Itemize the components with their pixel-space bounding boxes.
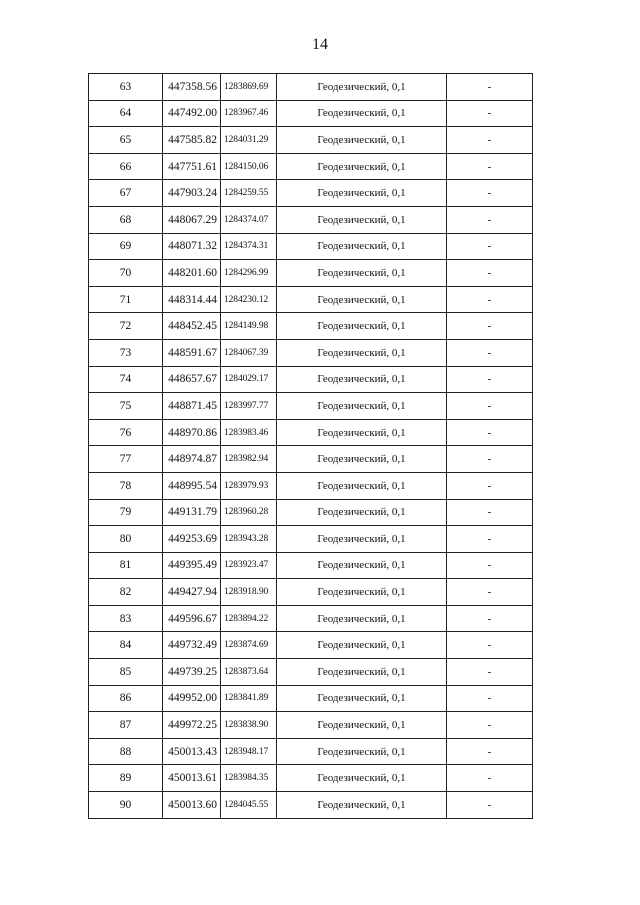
- x-coordinate-cell: 450013.43: [163, 738, 221, 765]
- y-coordinate-cell: 1283923.47: [221, 552, 277, 579]
- x-coordinate-cell: 448974.87: [163, 446, 221, 473]
- x-coordinate-cell: 447903.24: [163, 180, 221, 207]
- y-coordinate-cell: 1283967.46: [221, 100, 277, 127]
- table-row: [89, 366, 533, 393]
- x-coordinate-cell: 448201.60: [163, 260, 221, 287]
- x-coordinate-cell: 448995.54: [163, 472, 221, 499]
- method-accuracy-cell: Геодезический, 0,1: [277, 206, 447, 233]
- table-row: [89, 127, 533, 154]
- method-accuracy-cell: Геодезический, 0,1: [277, 579, 447, 606]
- y-coordinate-cell: 1284296.99: [221, 260, 277, 287]
- x-coordinate-cell: 449427.94: [163, 579, 221, 606]
- x-coordinate-cell: 447358.56: [163, 74, 221, 101]
- y-coordinate-cell: 1283873.64: [221, 659, 277, 686]
- method-accuracy-cell: Геодезический, 0,1: [277, 286, 447, 313]
- y-coordinate-cell: 1284259.55: [221, 180, 277, 207]
- table-row: [89, 685, 533, 712]
- point-number-cell: 83: [89, 605, 163, 632]
- note-cell: -: [447, 552, 533, 579]
- method-accuracy-cell: Геодезический, 0,1: [277, 738, 447, 765]
- y-coordinate-cell: 1284230.12: [221, 286, 277, 313]
- table-row: [89, 446, 533, 473]
- point-number-cell: 77: [89, 446, 163, 473]
- point-number-cell: 70: [89, 260, 163, 287]
- note-cell: -: [447, 366, 533, 393]
- y-coordinate-cell: 1283869.69: [221, 74, 277, 101]
- note-cell: -: [447, 339, 533, 366]
- y-coordinate-cell: 1284150.06: [221, 153, 277, 180]
- x-coordinate-cell: 450013.61: [163, 765, 221, 792]
- table-row: [89, 233, 533, 260]
- table-row: [89, 339, 533, 366]
- method-accuracy-cell: Геодезический, 0,1: [277, 526, 447, 553]
- x-coordinate-cell: 449131.79: [163, 499, 221, 526]
- y-coordinate-cell: 1284374.07: [221, 206, 277, 233]
- table-row: [89, 526, 533, 553]
- table-row: [89, 260, 533, 287]
- table-row: [89, 632, 533, 659]
- point-number-cell: 68: [89, 206, 163, 233]
- method-accuracy-cell: Геодезический, 0,1: [277, 605, 447, 632]
- y-coordinate-cell: 1283982.94: [221, 446, 277, 473]
- coordinates-table: [88, 73, 533, 819]
- note-cell: -: [447, 526, 533, 553]
- method-accuracy-cell: Геодезический, 0,1: [277, 74, 447, 101]
- x-coordinate-cell: 449395.49: [163, 552, 221, 579]
- note-cell: -: [447, 313, 533, 340]
- point-number-cell: 87: [89, 712, 163, 739]
- table-row: [89, 180, 533, 207]
- method-accuracy-cell: Геодезический, 0,1: [277, 393, 447, 420]
- table-row: [89, 74, 533, 101]
- point-number-cell: 79: [89, 499, 163, 526]
- point-number-cell: 84: [89, 632, 163, 659]
- table-row: [89, 712, 533, 739]
- point-number-cell: 86: [89, 685, 163, 712]
- table-row: [89, 393, 533, 420]
- point-number-cell: 69: [89, 233, 163, 260]
- y-coordinate-cell: 1283948.17: [221, 738, 277, 765]
- note-cell: -: [447, 499, 533, 526]
- method-accuracy-cell: Геодезический, 0,1: [277, 552, 447, 579]
- method-accuracy-cell: Геодезический, 0,1: [277, 180, 447, 207]
- table-row: [89, 472, 533, 499]
- x-coordinate-cell: 447492.00: [163, 100, 221, 127]
- note-cell: -: [447, 74, 533, 101]
- point-number-cell: 81: [89, 552, 163, 579]
- note-cell: -: [447, 206, 533, 233]
- note-cell: -: [447, 659, 533, 686]
- point-number-cell: 80: [89, 526, 163, 553]
- method-accuracy-cell: Геодезический, 0,1: [277, 313, 447, 340]
- point-number-cell: 64: [89, 100, 163, 127]
- point-number-cell: 90: [89, 792, 163, 819]
- method-accuracy-cell: Геодезический, 0,1: [277, 100, 447, 127]
- x-coordinate-cell: 448067.29: [163, 206, 221, 233]
- note-cell: -: [447, 472, 533, 499]
- y-coordinate-cell: 1283894.22: [221, 605, 277, 632]
- table-row: [89, 499, 533, 526]
- y-coordinate-cell: 1283874.69: [221, 632, 277, 659]
- y-coordinate-cell: 1284029.17: [221, 366, 277, 393]
- x-coordinate-cell: 449739.25: [163, 659, 221, 686]
- y-coordinate-cell: 1283997.77: [221, 393, 277, 420]
- y-coordinate-cell: 1283838.90: [221, 712, 277, 739]
- note-cell: -: [447, 605, 533, 632]
- point-number-cell: 72: [89, 313, 163, 340]
- point-number-cell: 74: [89, 366, 163, 393]
- point-number-cell: 85: [89, 659, 163, 686]
- method-accuracy-cell: Геодезический, 0,1: [277, 339, 447, 366]
- point-number-cell: 88: [89, 738, 163, 765]
- method-accuracy-cell: Геодезический, 0,1: [277, 260, 447, 287]
- point-number-cell: 66: [89, 153, 163, 180]
- table-row: [89, 100, 533, 127]
- note-cell: -: [447, 419, 533, 446]
- note-cell: -: [447, 792, 533, 819]
- note-cell: -: [447, 685, 533, 712]
- method-accuracy-cell: Геодезический, 0,1: [277, 632, 447, 659]
- x-coordinate-cell: 449596.67: [163, 605, 221, 632]
- x-coordinate-cell: 448871.45: [163, 393, 221, 420]
- point-number-cell: 63: [89, 74, 163, 101]
- x-coordinate-cell: 448591.67: [163, 339, 221, 366]
- method-accuracy-cell: Геодезический, 0,1: [277, 233, 447, 260]
- x-coordinate-cell: 448071.32: [163, 233, 221, 260]
- method-accuracy-cell: Геодезический, 0,1: [277, 685, 447, 712]
- note-cell: -: [447, 393, 533, 420]
- table-row: [89, 605, 533, 632]
- method-accuracy-cell: Геодезический, 0,1: [277, 366, 447, 393]
- table-row: [89, 765, 533, 792]
- table-row: [89, 286, 533, 313]
- y-coordinate-cell: 1283943.28: [221, 526, 277, 553]
- table-row: [89, 659, 533, 686]
- table-row: [89, 579, 533, 606]
- y-coordinate-cell: 1283983.46: [221, 419, 277, 446]
- note-cell: -: [447, 127, 533, 154]
- note-cell: -: [447, 180, 533, 207]
- table-row: [89, 552, 533, 579]
- point-number-cell: 65: [89, 127, 163, 154]
- y-coordinate-cell: 1283984.35: [221, 765, 277, 792]
- x-coordinate-cell: 447585.82: [163, 127, 221, 154]
- y-coordinate-cell: 1283979.93: [221, 472, 277, 499]
- y-coordinate-cell: 1284149.98: [221, 313, 277, 340]
- note-cell: -: [447, 579, 533, 606]
- table-row: [89, 738, 533, 765]
- method-accuracy-cell: Геодезический, 0,1: [277, 499, 447, 526]
- method-accuracy-cell: Геодезический, 0,1: [277, 659, 447, 686]
- note-cell: -: [447, 100, 533, 127]
- point-number-cell: 73: [89, 339, 163, 366]
- note-cell: -: [447, 286, 533, 313]
- method-accuracy-cell: Геодезический, 0,1: [277, 712, 447, 739]
- y-coordinate-cell: 1283841.89: [221, 685, 277, 712]
- page-number: 14: [312, 36, 328, 53]
- y-coordinate-cell: 1284045.55: [221, 792, 277, 819]
- x-coordinate-cell: 449253.69: [163, 526, 221, 553]
- y-coordinate-cell: 1283960.28: [221, 499, 277, 526]
- table-row: [89, 313, 533, 340]
- point-number-cell: 89: [89, 765, 163, 792]
- x-coordinate-cell: 447751.61: [163, 153, 221, 180]
- method-accuracy-cell: Геодезический, 0,1: [277, 153, 447, 180]
- x-coordinate-cell: 448452.45: [163, 313, 221, 340]
- note-cell: -: [447, 446, 533, 473]
- point-number-cell: 71: [89, 286, 163, 313]
- x-coordinate-cell: 448657.67: [163, 366, 221, 393]
- table-row: [89, 419, 533, 446]
- method-accuracy-cell: Геодезический, 0,1: [277, 472, 447, 499]
- point-number-cell: 78: [89, 472, 163, 499]
- point-number-cell: 75: [89, 393, 163, 420]
- point-number-cell: 82: [89, 579, 163, 606]
- note-cell: -: [447, 765, 533, 792]
- x-coordinate-cell: 450013.60: [163, 792, 221, 819]
- y-coordinate-cell: 1283918.90: [221, 579, 277, 606]
- method-accuracy-cell: Геодезический, 0,1: [277, 127, 447, 154]
- method-accuracy-cell: Геодезический, 0,1: [277, 792, 447, 819]
- note-cell: -: [447, 260, 533, 287]
- note-cell: -: [447, 632, 533, 659]
- note-cell: -: [447, 233, 533, 260]
- point-number-cell: 67: [89, 180, 163, 207]
- y-coordinate-cell: 1284374.31: [221, 233, 277, 260]
- x-coordinate-cell: 448970.86: [163, 419, 221, 446]
- point-number-cell: 76: [89, 419, 163, 446]
- note-cell: -: [447, 712, 533, 739]
- method-accuracy-cell: Геодезический, 0,1: [277, 765, 447, 792]
- y-coordinate-cell: 1284031.29: [221, 127, 277, 154]
- method-accuracy-cell: Геодезический, 0,1: [277, 419, 447, 446]
- x-coordinate-cell: 449732.49: [163, 632, 221, 659]
- note-cell: -: [447, 738, 533, 765]
- x-coordinate-cell: 449972.25: [163, 712, 221, 739]
- table-row: [89, 792, 533, 819]
- table-row: [89, 153, 533, 180]
- x-coordinate-cell: 449952.00: [163, 685, 221, 712]
- note-cell: -: [447, 153, 533, 180]
- method-accuracy-cell: Геодезический, 0,1: [277, 446, 447, 473]
- x-coordinate-cell: 448314.44: [163, 286, 221, 313]
- table-row: [89, 206, 533, 233]
- y-coordinate-cell: 1284067.39: [221, 339, 277, 366]
